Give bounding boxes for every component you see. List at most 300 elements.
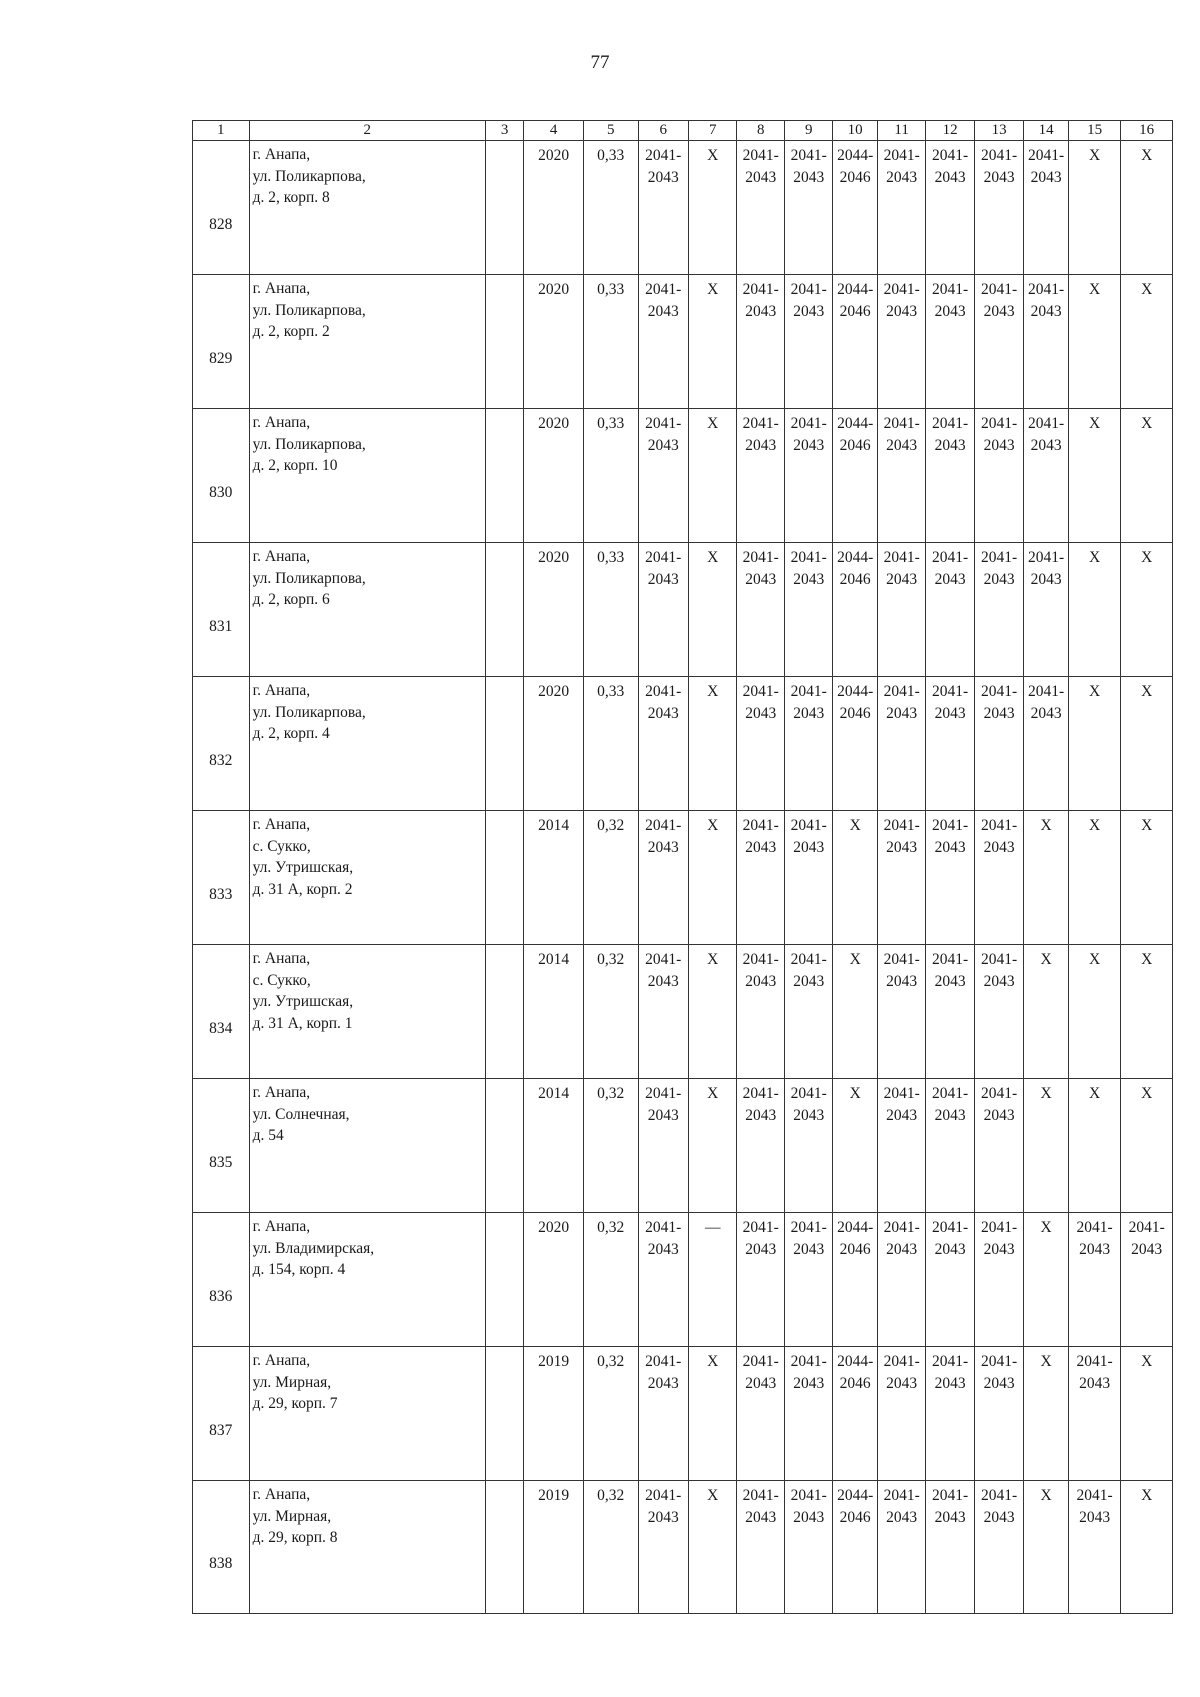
row-number: 828 [209,215,233,233]
table-row [193,811,1173,945]
cell-line: X [707,1353,719,1370]
cell-line: 2041- [1076,1487,1113,1504]
value-cell-c8 [737,1213,784,1347]
cell-line: 2043 [745,1240,777,1258]
cell-line: X [1088,281,1101,298]
row-number-cell [193,543,250,677]
cell-line: 2043 [934,1240,966,1258]
address-cell [249,1481,485,1614]
value-cell-c5: 0,32 [583,811,638,945]
value-cell-c6 [638,141,689,275]
value-cell-c9 [784,141,832,275]
cell-line: 2043 [886,570,918,588]
value-cell-c9 [784,409,832,543]
cell-line: X [1141,281,1153,298]
value-cell-c3 [485,543,523,677]
address-cell [249,677,485,811]
table-row [193,677,1173,811]
cell-line: X [849,1085,861,1102]
cell-line: 2043 [886,838,918,856]
value-cell-c6 [638,275,689,409]
cell-line: 2043 [647,1374,679,1392]
value-cell-c5: 0,32 [583,1481,638,1614]
cell-line: X [707,1487,719,1504]
cell-line: 2041- [645,1487,682,1504]
cell-line: 2043 [1030,436,1062,454]
row-number: 829 [209,349,233,367]
value-cell-c13 [974,677,1024,811]
value-cell-c15 [1068,543,1121,677]
value-cell-c8 [737,409,784,543]
value-cell-c10 [833,1481,877,1614]
cell-line: 2043 [647,838,679,856]
value-cell-c15 [1068,1079,1121,1213]
cell-line: 2046 [839,1374,871,1392]
value-cell-c14 [1024,1213,1068,1347]
cell-line: 2043 [647,168,679,186]
value-cell-c9 [784,677,832,811]
cell-line: 2043 [1030,570,1062,588]
cell-line: 2043 [647,1240,679,1258]
cell-line: 2043 [934,570,966,588]
address-line: ул. Поликарпова, [252,301,366,319]
value-cell-c5: 0,33 [583,141,638,275]
value-cell-c6 [638,677,689,811]
cell-line: X [1141,147,1153,164]
value-cell-c16 [1121,1481,1173,1614]
cell-line: 2041- [932,1085,969,1102]
cell-line: X [1040,1219,1052,1236]
cell-line: 2043 [793,1508,825,1526]
cell-line: 2041- [645,1085,682,1102]
value-cell-c8 [737,945,784,1079]
value-cell-c3 [485,1213,523,1347]
address-cell [249,811,485,945]
value-cell-c6 [638,1347,689,1481]
value-cell-c13 [974,1079,1024,1213]
cell-line: 2041- [883,817,920,834]
address-line: ул. Поликарпова, [252,569,366,587]
value-cell-c10 [833,141,877,275]
cell-line: 2043 [793,1374,825,1392]
cell-line: 2043 [983,838,1015,856]
cell-line: X [1141,951,1153,968]
value-cell-c7 [689,1079,737,1213]
value-cell-c11 [877,677,925,811]
cell-line: 2043 [745,570,777,588]
value-cell-c14 [1024,1079,1068,1213]
value-cell-c7 [689,1213,737,1347]
column-header: 4 [524,121,584,141]
cell-line: 2041- [1028,549,1065,566]
cell-line: 2043 [793,570,825,588]
value-cell-c5: 0,32 [583,1213,638,1347]
value-cell-c5: 0,33 [583,543,638,677]
address-line: д. 2, корп. 4 [252,725,330,742]
cell-line: 2043 [983,1240,1015,1258]
cell-line: 2044- [837,1353,874,1370]
value-cell-c7 [689,945,737,1079]
value-cell-c8 [737,811,784,945]
value-cell-c8 [737,677,784,811]
value-cell-c4: 2014 [524,945,584,1079]
cell-line: 2043 [647,1106,679,1124]
column-header: 5 [583,121,638,141]
cell-line: X [1141,683,1153,700]
cell-line: X [1040,951,1052,968]
cell-line: 2046 [839,168,871,186]
cell-line: 2046 [839,704,871,722]
value-cell-c3 [485,141,523,275]
value-cell-c4: 2019 [524,1347,584,1481]
cell-line: 2043 [1079,1240,1111,1258]
cell-line: 2043 [793,1106,825,1124]
row-number: 835 [209,1153,233,1171]
value-cell-c4: 2020 [524,1213,584,1347]
cell-line: 2041- [742,1085,779,1102]
cell-line: 2041- [790,1487,827,1504]
value-cell-c5: 0,33 [583,409,638,543]
cell-line: 2043 [647,570,679,588]
value-cell-c3 [485,409,523,543]
cell-line: 2041- [790,1219,827,1236]
value-cell-c15 [1068,1481,1121,1614]
value-cell-c3 [485,945,523,1079]
cell-line: 2043 [983,436,1015,454]
value-cell-c8 [737,141,784,275]
value-cell-c13 [974,1481,1024,1614]
value-cell-c16 [1121,945,1173,1079]
address-cell [249,141,485,275]
cell-line: 2041- [1076,1219,1113,1236]
cell-line: — [704,1219,721,1236]
cell-line: 2043 [745,1106,777,1124]
value-cell-c7 [689,141,737,275]
value-cell-c8 [737,543,784,677]
cell-line: X [1040,1353,1052,1370]
cell-line: 2041- [981,1487,1018,1504]
value-cell-c11 [877,945,925,1079]
value-cell-c5: 0,32 [583,945,638,1079]
cell-line: 2041- [645,683,682,700]
value-cell-c10 [833,1347,877,1481]
cell-line: 2041- [742,1219,779,1236]
value-cell-c9 [784,1079,832,1213]
value-cell-c3 [485,811,523,945]
cell-line: 2041- [645,951,682,968]
value-cell-c14 [1024,677,1068,811]
address-cell [249,409,485,543]
address-line: ул. Поликарпова, [252,167,366,185]
value-cell-c14 [1024,945,1068,1079]
value-cell-c6 [638,811,689,945]
cell-line: 2041- [932,147,969,164]
value-cell-c10 [833,1213,877,1347]
value-cell-c12 [926,1481,974,1614]
address-line: г. Анапа, [252,950,311,967]
value-cell-c12 [926,811,974,945]
cell-line: 2043 [647,972,679,990]
cell-line: X [1088,549,1101,566]
column-header: 2 [249,121,485,141]
value-cell-c10 [833,945,877,1079]
value-cell-c5: 0,32 [583,1079,638,1213]
cell-line: 2041- [790,549,827,566]
column-header: 12 [926,121,974,141]
page-number: 77 [590,52,610,73]
cell-line: 2043 [1131,1240,1163,1258]
value-cell-c7 [689,543,737,677]
address-line: д. 29, корп. 7 [252,1395,338,1412]
table-row [193,543,1173,677]
value-cell-c5: 0,33 [583,677,638,811]
cell-line: 2041- [883,549,920,566]
cell-line: 2041- [981,683,1018,700]
cell-line: 2043 [745,704,777,722]
value-cell-c11 [877,811,925,945]
cell-line: 2041- [981,1085,1018,1102]
value-cell-c9 [784,1213,832,1347]
cell-line: 2043 [983,972,1015,990]
address-line: с. Сукко, [252,971,311,989]
address-line: г. Анапа, [252,1486,311,1503]
cell-line: X [707,147,719,164]
value-cell-c14 [1024,275,1068,409]
column-header: 10 [833,121,877,141]
value-cell-c3 [485,1347,523,1481]
value-cell-c14 [1024,1347,1068,1481]
address-cell [249,1213,485,1347]
value-cell-c16 [1121,543,1173,677]
value-cell-c16 [1121,1213,1173,1347]
header-row [193,121,1173,141]
cell-line: 2041- [790,1085,827,1102]
address-line: г. Анапа, [252,280,311,297]
cell-line: 2044- [837,281,874,298]
cell-line: 2043 [1079,1374,1111,1392]
row-number-cell [193,677,250,811]
value-cell-c16 [1121,1347,1173,1481]
cell-line: X [707,817,719,834]
column-header: 8 [737,121,784,141]
value-cell-c4: 2020 [524,275,584,409]
address-line: д. 31 А, корп. 2 [252,880,353,898]
cell-line: X [1088,683,1101,700]
address-line: д. 2, корп. 2 [252,323,330,340]
value-cell-c8 [737,1347,784,1481]
column-header: 7 [689,121,737,141]
cell-line: 2043 [886,436,918,454]
address-line: ул. Поликарпова, [252,703,366,721]
value-cell-c10 [833,677,877,811]
cell-line: 2041- [645,549,682,566]
value-cell-c9 [784,811,832,945]
cell-line: 2041- [790,683,827,700]
value-cell-c10 [833,275,877,409]
cell-line: 2041- [932,1219,969,1236]
cell-line: 2041- [883,1085,920,1102]
value-cell-c7 [689,275,737,409]
row-number: 838 [209,1555,233,1573]
value-cell-c9 [784,1347,832,1481]
value-cell-c12 [926,141,974,275]
cell-line: X [1088,951,1101,968]
address-line: ул. Мирная, [252,1507,332,1525]
cell-line: 2043 [983,1374,1015,1392]
cell-line: 2043 [1079,1508,1111,1526]
cell-line: 2041- [645,281,682,298]
cell-line: 2041- [790,281,827,298]
cell-line: 2043 [647,704,679,722]
address-line: г. Анапа, [252,1218,311,1235]
address-line: г. Анапа, [252,1084,311,1101]
cell-line: 2041- [981,415,1018,432]
address-line: г. Анапа, [252,1352,311,1369]
cell-line: 2043 [934,1508,966,1526]
table-row [193,1347,1173,1481]
column-header: 14 [1024,121,1068,141]
cell-line: 2041- [742,1353,779,1370]
cell-line: X [1040,1487,1052,1504]
cell-line: 2041- [883,1353,920,1370]
value-cell-c12 [926,275,974,409]
address-line: д. 154, корп. 4 [252,1261,346,1278]
cell-line: 2043 [886,704,918,722]
cell-line: 2043 [934,302,966,320]
cell-line: 2043 [793,838,825,856]
cell-line: 2041- [981,1353,1018,1370]
column-header: 1 [193,121,250,141]
address-line: ул. Мирная, [252,1373,332,1391]
cell-line: 2043 [1030,704,1062,722]
value-cell-c9 [784,945,832,1079]
cell-line: 2043 [793,168,825,186]
column-header: 16 [1121,121,1173,141]
value-cell-c11 [877,275,925,409]
address-line: г. Анапа, [252,414,311,431]
cell-line: X [1141,817,1153,834]
cell-line: 2043 [934,168,966,186]
cell-line: 2041- [1028,415,1065,432]
cell-line: 2043 [886,1374,918,1392]
address-line: ул. Утришская, [252,859,354,876]
cell-line: 2043 [934,1374,966,1392]
value-cell-c14 [1024,141,1068,275]
cell-line: 2041- [790,1353,827,1370]
value-cell-c10 [833,811,877,945]
cell-line: 2044- [837,683,874,700]
value-cell-c9 [784,275,832,409]
row-number-cell [193,945,250,1079]
cell-line: 2043 [793,1240,825,1258]
value-cell-c10 [833,543,877,677]
cell-line: 2044- [837,1219,874,1236]
cell-line: 2043 [983,168,1015,186]
value-cell-c16 [1121,275,1173,409]
cell-line: 2041- [883,147,920,164]
cell-line: 2043 [983,302,1015,320]
value-cell-c12 [926,1079,974,1213]
value-cell-c13 [974,811,1024,945]
value-cell-c9 [784,543,832,677]
value-cell-c16 [1121,811,1173,945]
value-cell-c3 [485,1481,523,1614]
cell-line: 2046 [839,302,871,320]
cell-line: 2043 [745,302,777,320]
address-cell [249,1079,485,1213]
value-cell-c15 [1068,1213,1121,1347]
cell-line: 2046 [839,436,871,454]
cell-line: 2041- [645,147,682,164]
value-cell-c12 [926,409,974,543]
address-line: ул. Поликарпова, [252,435,366,453]
table-row [193,945,1173,1079]
cell-line: 2044- [837,1487,874,1504]
cell-line: 2041- [883,1219,920,1236]
cell-line: 2046 [839,1508,871,1526]
address-line: г. Анапа, [252,682,311,699]
cell-line: 2041- [1076,1353,1113,1370]
value-cell-c13 [974,141,1024,275]
value-cell-c15 [1068,409,1121,543]
data-table [192,120,1173,1614]
address-line: ул. Утришская, [252,993,354,1010]
row-number-cell [193,1481,250,1614]
value-cell-c11 [877,1079,925,1213]
value-cell-c4: 2014 [524,1079,584,1213]
cell-line: 2041- [883,1487,920,1504]
row-number-cell [193,1213,250,1347]
value-cell-c15 [1068,1347,1121,1481]
value-cell-c12 [926,945,974,1079]
cell-line: 2044- [837,147,874,164]
value-cell-c8 [737,1481,784,1614]
cell-line: 2041- [883,683,920,700]
cell-line: 2043 [886,972,918,990]
value-cell-c13 [974,945,1024,1079]
cell-line: 2043 [983,704,1015,722]
value-cell-c12 [926,1213,974,1347]
cell-line: 2041- [932,951,969,968]
value-cell-c4: 2020 [524,409,584,543]
cell-line: 2041- [932,549,969,566]
cell-line: X [849,951,861,968]
value-cell-c11 [877,409,925,543]
cell-line: 2043 [793,302,825,320]
value-cell-c3 [485,1079,523,1213]
cell-line: 2043 [886,1106,918,1124]
address-line: г. Анапа, [252,548,311,565]
value-cell-c15 [1068,141,1121,275]
cell-line: X [1141,549,1153,566]
row-number-cell [193,141,250,275]
value-cell-c15 [1068,811,1121,945]
cell-line: 2041- [883,281,920,298]
cell-line: 2041- [742,1487,779,1504]
value-cell-c15 [1068,677,1121,811]
table-row [193,409,1173,543]
cell-line: 2043 [983,1508,1015,1526]
value-cell-c14 [1024,811,1068,945]
address-line: г. Анапа, [252,816,311,833]
cell-line: 2044- [837,549,874,566]
cell-line: 2041- [981,281,1018,298]
column-header: 3 [485,121,523,141]
row-number: 833 [209,885,233,903]
cell-line: 2043 [745,1374,777,1392]
cell-line: 2043 [647,436,679,454]
value-cell-c13 [974,409,1024,543]
